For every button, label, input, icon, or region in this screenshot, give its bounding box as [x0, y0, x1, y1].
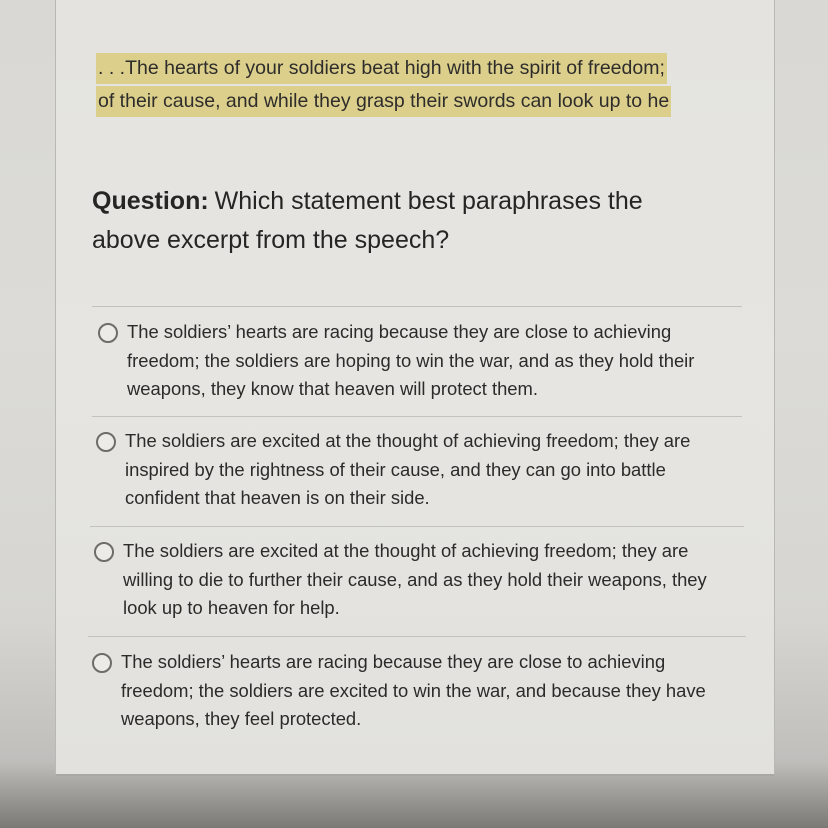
question-label: Question: [92, 187, 209, 215]
radio-button-3[interactable] [94, 542, 114, 562]
question-text: Which statement best paraphrases the above excerpt from the speech? [92, 187, 643, 254]
excerpt-line-1: . . .The hearts of your soldiers beat high with the spirit of freedom; [96, 53, 667, 84]
excerpt-line-2: of their cause, and while they grasp their swords can look up to he [96, 86, 671, 117]
answer-option-4-text: The soldiers’ hearts are racing because they are close to achieving freedom; the soldiers are excited to win the war, and because they have weapons, they feel protected. [121, 651, 706, 729]
answer-option-1[interactable] [98, 318, 738, 404]
answer-option-2[interactable] [96, 427, 736, 513]
answer-option-1-text: The soldiers’ hearts are racing because they are close to achieving freedom; the soldiers are hoping to win the war, and as they hold their weapons, they know that heaven will protect them. [127, 321, 695, 399]
question-prompt [92, 182, 712, 260]
answer-option-3-text: The soldiers are excited at the thought of achieving freedom; they are willing to die to further their cause, and as they hold their weapons, they look up to heaven for help. [123, 540, 707, 618]
speech-excerpt [96, 52, 741, 118]
answer-option-2-text: The soldiers are excited at the thought of achieving freedom; they are inspired by the rightness of their cause, and they can go into battle confident that heaven is on their side. [125, 430, 691, 508]
radio-button-4[interactable] [92, 653, 112, 673]
option-divider-3 [88, 636, 746, 637]
option-divider-1 [92, 416, 742, 417]
radio-button-1[interactable] [98, 323, 118, 343]
radio-button-2[interactable] [96, 432, 116, 452]
question-card [55, 0, 775, 776]
answer-option-3[interactable] [94, 537, 734, 623]
answer-option-4[interactable] [92, 648, 732, 734]
options-top-divider [92, 306, 742, 307]
option-divider-2 [90, 526, 744, 527]
